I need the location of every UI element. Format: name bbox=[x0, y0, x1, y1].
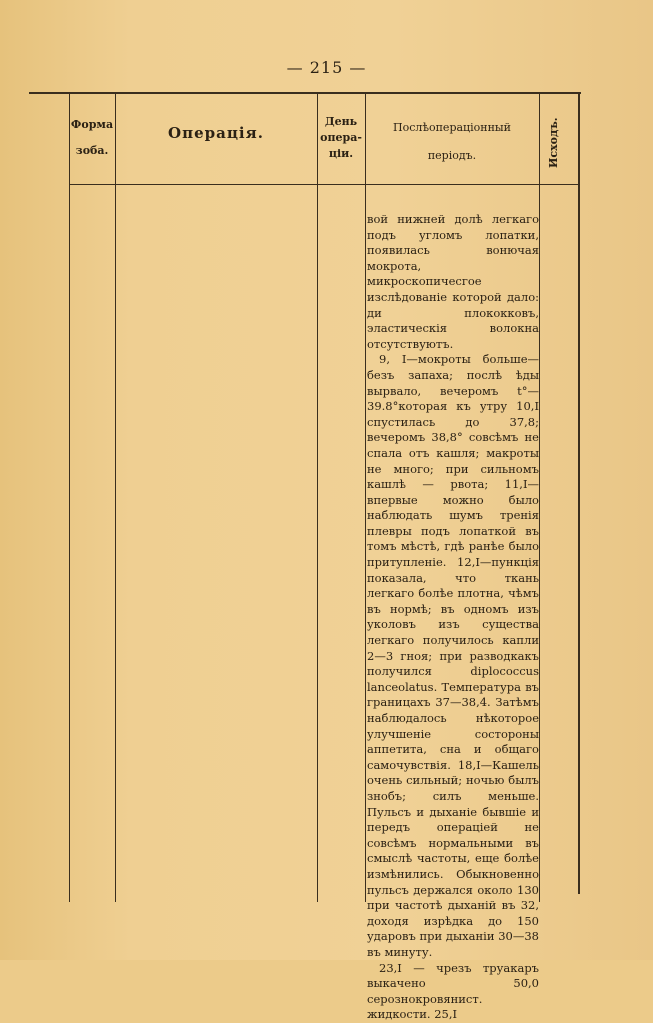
postop-paragraph: 9, I—мокроты больше—безъ запаха; послѣ ѣды вырвало, вечеромъ t°—39.8°которая къ утру 10,I спустилась до 37,8; вечеромъ 38,8° совсѣмъ не спала отъ кашля; макроты не много; при сильномъ кашлѣ — рвота; 11,I—впервые можно было наблюдать шумъ тренія плевры подъ лопаткой въ томъ мѣстѣ, гдѣ ранѣе было притупленіе. 12,I—пункція показала, что ткань легкаго болѣе плотна, чѣмъ въ нормѣ; въ одномъ изъ уколовъ изъ существа легкаго получилось капли 2—3 гноя; при разводкакъ получился diplococcus lanceolatus. Температура въ границахъ 37—38,4. Затѣмъ наблюдалось нѣкоторое улучшеніе состороны аппетита, сна и общаго самочувствія. 18,I—Кашель очень сильный; ночью былъ знобъ; силъ меньше. Пульсъ и дыханіе бывшіе и передъ операціей не совсѣмъ нормальными въ смыслѣ частоты, еще болѣе измѣнились. Обыкновенно пульсъ держался около 130 при частотѣ дыханій въ 32, доходя изрѣдка до 150 ударовъ при дыханіи 30—38 въ минуту. bbox=[367, 352, 539, 959]
header-day-line: День bbox=[324, 115, 358, 128]
header-form bbox=[69, 112, 115, 164]
header-form-line: Форма bbox=[70, 118, 114, 131]
postop-paragraph: вой нижней долѣ легкаго подъ угломъ лопатки, появилась вонючая мокрота, микроскопичесгое изслѣдованіе которой дало: ди плококковъ, эластическія волокна отсутствуютъ. bbox=[367, 212, 539, 351]
header-outcome bbox=[539, 92, 579, 184]
header-day-line: ціи. bbox=[328, 147, 354, 160]
header-outcome-label: Исходъ. bbox=[547, 117, 560, 168]
header-day bbox=[317, 114, 365, 162]
header-operation: Операція. bbox=[168, 124, 264, 142]
column-divider bbox=[539, 94, 540, 902]
case-table bbox=[29, 92, 581, 1022]
column-divider bbox=[578, 94, 580, 894]
postop-paragraph: 23,I — чрезъ труакаръ выкачено 50,0 серознокровянист. жидкости. 25,I bbox=[367, 960, 539, 1022]
table-top-rule bbox=[29, 92, 581, 94]
column-divider bbox=[317, 94, 318, 902]
header-postop-line: періодъ. bbox=[427, 149, 477, 162]
header-day-line: опера- bbox=[320, 131, 362, 144]
column-divider bbox=[115, 94, 116, 902]
page-number: — 215 — bbox=[286, 58, 367, 77]
header-form-line: зоба. bbox=[75, 144, 109, 157]
column-divider bbox=[365, 94, 366, 902]
postop-text bbox=[367, 212, 539, 1023]
column-divider bbox=[69, 94, 70, 902]
header-postop bbox=[365, 114, 539, 170]
header-bottom-rule bbox=[69, 184, 579, 185]
header-postop-line: Послѣопераціонный bbox=[392, 121, 512, 134]
